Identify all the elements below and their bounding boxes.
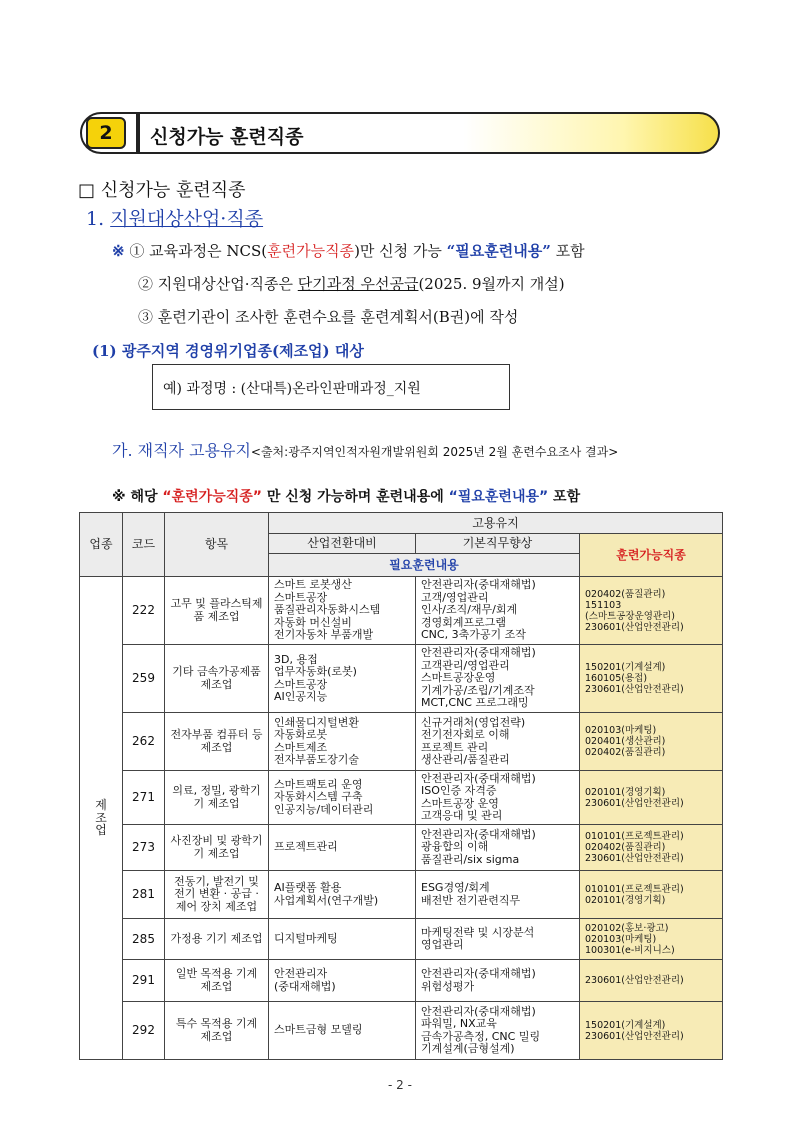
transition-line: AI플랫폼 활용 [274,881,342,894]
available-line: 020402(품질관리) [585,588,666,600]
basic-cell [416,645,580,713]
basic-line: 신규거래처(영업전략) [421,715,526,729]
available-cell [580,960,723,1002]
subsection-ga-source: <출처:광주지역인적자원개발위원회 2025년 2월 훈련수요조사 결과> [250,445,619,459]
basic-line: 프로젝트 관리 [421,740,489,754]
transition-cell [269,919,416,960]
transition-line: 인공지능/데이터관리 [274,802,374,816]
basic-cell [416,960,580,1002]
heading-sub-text: 지원대상산업·직종 [110,208,264,230]
transition-line: 스마트공장 [274,590,328,604]
code-cell: 292 [123,1002,165,1060]
available-line: 020402(품질관리) [585,747,666,758]
code-cell: 281 [123,871,165,919]
available-line: 020401(생산관리) [585,736,666,747]
basic-line: 안전관리자(중대재해법) [421,771,536,785]
basic-line: 인사/조직/재무/회계 [421,603,518,617]
code-cell: 271 [123,771,165,825]
transition-cell [269,1002,416,1060]
available-cell [580,825,723,871]
warning-post: 포함 [548,489,581,505]
basic-line: 안전관리자(중대재해법) [421,827,536,841]
available-cell [580,577,723,645]
warning-blue: “필요훈련내용” [448,489,549,505]
table-row [80,825,723,871]
transition-cell [269,645,416,713]
code-cell: 259 [123,645,165,713]
basic-line: 기계설계(금형설계) [421,1042,515,1055]
basic-line: 안전관리자(중대재해법) [421,1004,536,1018]
available-cell [580,771,723,825]
example-box [152,364,510,410]
transition-line: 자동화로봇 [274,728,328,741]
available-line: 020103(마케팅) [585,725,657,736]
section-number: 2 [86,117,126,149]
note-1-mid: )만 신청 가능 [354,242,447,260]
available-line: 020402(품질관리) [585,842,666,853]
note-3 [138,306,518,327]
available-cell [580,871,723,919]
header-transition: 산업전환대비 [269,534,416,554]
available-line: 150201(기계설계) [585,1019,666,1031]
available-cell [580,645,723,713]
available-line: 010101(프로젝트관리) [585,831,684,842]
basic-line: CNC, 3축가공기 조작 [421,628,526,642]
header-available: 훈련가능직종 [580,534,723,577]
transition-line: 자동화시스템 구축 [274,790,363,804]
available-line: 150201(기계설계) [585,662,666,673]
header-code: 코드 [123,513,165,577]
transition-line: 스마트제조 [274,740,328,754]
basic-line: 안전관리자(중대재해법) [421,646,536,660]
item-cell: 의료, 정밀, 광학기기 제조업 [165,771,269,825]
transition-cell [269,577,416,645]
transition-line: 품질관리자동화시스템 [274,603,381,617]
basic-line: 전기전자회로 이해 [421,728,510,741]
code-cell: 285 [123,919,165,960]
table-row [80,960,723,1002]
basic-line: 배전반 전기관련직무 [421,893,521,907]
transition-line: 사업계획서(연구개발) [274,893,379,907]
table-row [80,871,723,919]
note-1-blue: “필요훈련내용” [446,242,551,260]
item-cell: 전동기, 발전기 및 전기 변환 · 공급 · 제어 장치 제조업 [165,871,269,919]
transition-line: 디지털마케팅 [274,931,338,945]
table-body [80,577,723,1060]
header-needed: 필요훈련내용 [269,554,580,577]
available-cell [580,713,723,771]
available-line: 230601(산업안전관리) [585,853,684,864]
header-employment: 고용유지 [269,513,723,534]
table-row [80,919,723,960]
transition-line: 전자부품도장기술 [274,753,360,766]
available-cell [580,919,723,960]
section-title: 신청가능 훈련직종 [150,126,304,148]
table-row [80,577,723,645]
basic-line: 마케팅전략 및 시장분석 [421,925,535,939]
code-cell: 262 [123,713,165,771]
basic-line: 경영회계프로그램 [421,615,507,629]
item-cell: 고무 및 플라스틱제품 제조업 [165,577,269,645]
item-cell: 일반 목적용 기계 제조업 [165,960,269,1002]
basic-line: 위험성평가 [421,979,475,993]
item-cell: 특수 목적용 기계 제조업 [165,1002,269,1060]
region-heading: (1) 광주지역 경영위기업종(제조업) 대상 [92,342,364,360]
available-line: 151103 [585,599,622,611]
heading-sub [86,204,263,231]
category-cell [80,577,123,1060]
page-number: - 2 - [388,1078,412,1092]
item-cell: 사진장비 및 광학기기 제조업 [165,825,269,871]
basic-line: 고객응대 및 관리 [421,809,503,822]
basic-line: 고객관리/영업관리 [421,658,510,672]
basic-line: 스마트공장 운영 [421,796,499,810]
basic-line: 품질관리/six sigma [421,852,520,866]
transition-line: AI인공지능 [274,690,328,703]
basic-cell [416,1002,580,1060]
transition-line: 스마트금형 모델링 [274,1023,363,1037]
transition-cell [269,771,416,825]
available-line: 010101(프로젝트관리) [585,883,684,895]
basic-line: 기계가공/조립/기계조작 [421,683,535,697]
note-1-pre: 교육과정은 NCS( [149,242,268,260]
note-3-text: 훈련기관이 조사한 훈련수요를 훈련계획서(B권)에 작성 [157,308,519,326]
subsection-ga [112,438,618,461]
available-line: 230601(산업안전관리) [585,975,684,986]
transition-cell [269,871,416,919]
warning-mid: 만 신청 가능하며 훈련내용에 [261,489,449,505]
note-2-underlined: 단기과정 우선공급 [297,275,419,293]
training-table [79,512,723,1060]
table-row [80,713,723,771]
available-line: 100301(e-비지니스) [585,944,675,956]
available-line: 020103(마케팅) [585,933,657,945]
basic-line: 금속가공측정, CNC 밀링 [421,1029,541,1043]
note-mark: ※ [112,242,125,260]
transition-line: 자동화 머신설비 [274,615,352,629]
category-char: 업 [95,823,107,838]
section-header [80,112,720,154]
basic-line: MCT,CNC 프로그래밍 [421,696,529,710]
basic-cell [416,919,580,960]
basic-cell [416,871,580,919]
table-row [80,771,723,825]
available-line: 020101(경영기획) [585,786,666,798]
transition-line: 스마트공장 [274,677,328,691]
header-item: 항목 [165,513,269,577]
available-line: 160105(용접) [585,673,648,684]
basic-cell [416,577,580,645]
heading-square: □ 신청가능 훈련직종 [78,180,246,201]
basic-line: 스마트공장운영 [421,671,496,685]
transition-line: 3D, 용접 [274,652,318,666]
header-industry: 업종 [80,513,123,577]
basic-cell [416,825,580,871]
available-line: 020102(홍보·광고) [585,922,669,934]
section-divider [136,114,140,152]
warning-red: “훈련가능직종” [162,489,262,505]
transition-line: (중대재해법) [274,979,336,993]
basic-line: 파워밀, NX교육 [421,1017,497,1030]
basic-line: 안전관리자(중대재해법) [421,578,536,592]
available-line: 230601(산업안전관리) [585,684,684,695]
category-char: 조 [95,810,107,825]
item-cell: 기타 금속가공제품 제조업 [165,645,269,713]
category-char: 제 [95,798,107,813]
available-line: (스마트공장운영관리) [585,610,676,622]
item-cell: 가정용 기기 제조업 [165,919,269,960]
transition-line: 업무자동화(로봇) [274,665,357,678]
note-1 [112,240,585,261]
transition-cell [269,825,416,871]
transition-line: 스마트 로봇생산 [274,578,352,592]
heading-sub-number: 1. [86,208,105,230]
table-row [80,1002,723,1060]
available-line: 230601(산업안전관리) [585,621,684,633]
code-cell: 291 [123,960,165,1002]
code-cell: 222 [123,577,165,645]
basic-line: 생산관리/품질관리 [421,753,510,766]
note-2-post: (2025. 9월까지 개설) [418,275,565,293]
basic-line: ESG경영/회계 [421,881,490,894]
note-1-red: 훈련가능직종 [267,242,355,260]
transition-cell [269,960,416,1002]
basic-line: 고객/영업관리 [421,590,489,604]
warning-line [112,486,580,506]
available-line: 230601(산업안전관리) [585,797,684,809]
code-cell: 273 [123,825,165,871]
transition-line: 인쇄물디지털변환 [274,715,360,729]
available-cell [580,1002,723,1060]
header-basic: 기본직무향상 [416,534,580,554]
transition-cell [269,713,416,771]
note-3-circle: ③ [138,308,154,326]
basic-line: 안전관리자(중대재해법) [421,967,536,980]
transition-line: 전기자동차 부품개발 [274,628,374,642]
transition-line: 안전관리자 [274,967,328,980]
warning-pre: ※ 해당 [112,489,163,505]
table-row [80,645,723,713]
basic-line: 영업관리 [421,938,464,951]
basic-line: 광융합의 이해 [421,840,489,854]
note-2-pre: 지원대상산업·직종은 [157,275,298,293]
available-line: 020101(경영기획) [585,894,666,906]
note-1-circle: ① [129,242,145,260]
transition-line: 스마트팩토리 운영 [274,777,363,791]
available-line: 230601(산업안전관리) [585,1030,684,1042]
item-cell: 전자부품 컴퓨터 등 제조업 [165,713,269,771]
basic-cell [416,713,580,771]
transition-line: 프로젝트관리 [274,840,338,854]
subsection-ga-title: 가. 재직자 고용유지 [112,441,251,460]
note-2-circle: ② [138,275,154,293]
basic-cell [416,771,580,825]
note-2 [138,273,565,294]
note-1-post: 포함 [550,242,585,260]
example-text: 예) 과정명 : (산대특)온라인판매과정_지원 [163,381,421,397]
basic-line: ISO인증 자격증 [421,784,497,797]
